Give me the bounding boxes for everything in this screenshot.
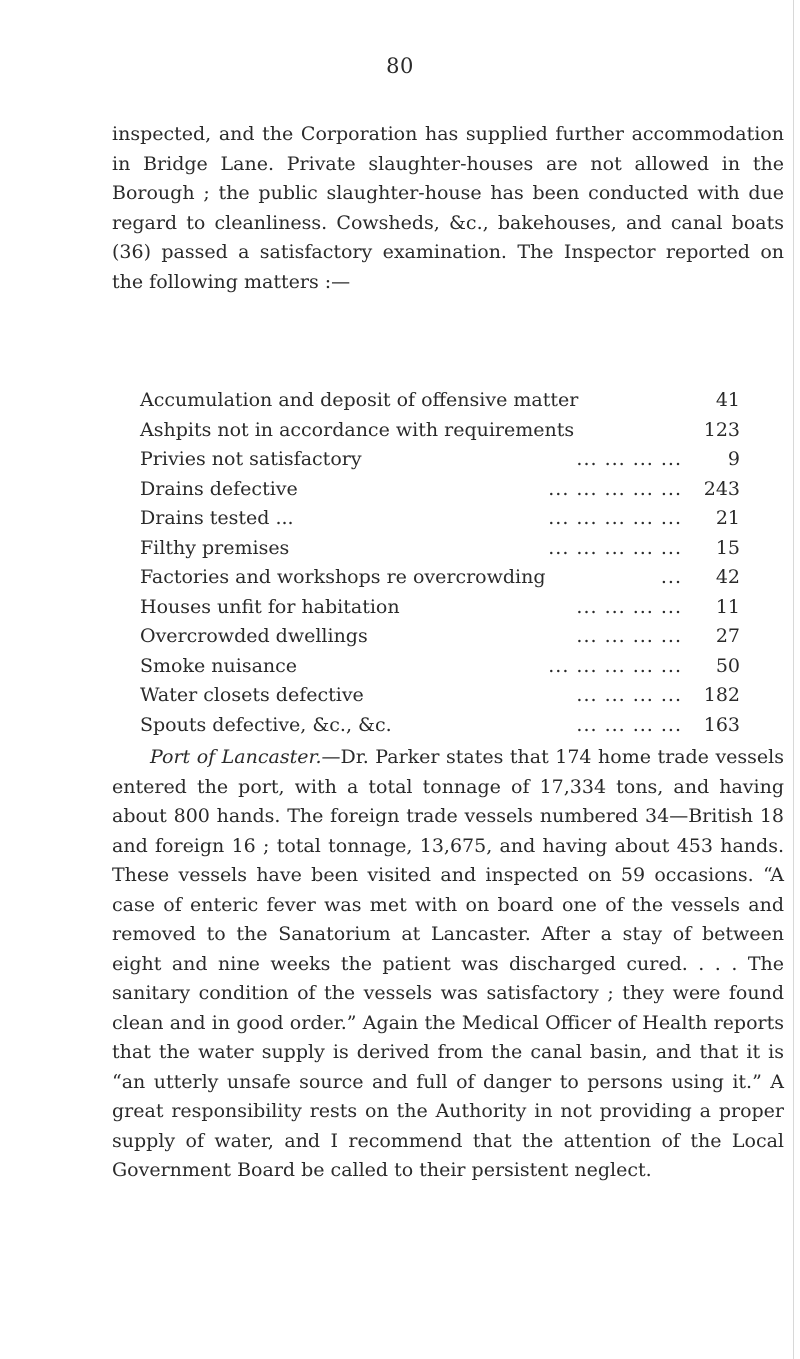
list-item <box>140 566 740 596</box>
paragraph-port-of-lancaster <box>112 743 784 1186</box>
item-leader: ... ... ... ... <box>576 595 682 618</box>
item-leader: ... ... ... ... ... <box>548 477 682 500</box>
item-count: 15 <box>715 536 740 559</box>
list-item <box>140 714 740 744</box>
item-label: Accumulation and deposit of offensive matter <box>140 389 579 411</box>
item-leader: ... ... ... ... ... <box>548 654 682 677</box>
page-number: 80 <box>386 54 414 78</box>
item-leader: ... ... ... ... <box>576 684 682 706</box>
list-item <box>140 478 740 508</box>
item-label: Drains tested ... <box>140 507 294 529</box>
item-label: Overcrowded dwellings <box>140 625 368 647</box>
item-label: Spouts defective, &c., &c. <box>140 713 392 736</box>
item-count: 27 <box>715 625 740 647</box>
item-count: 243 <box>703 477 740 500</box>
item-label: Factories and workshops re overcrowding <box>140 566 546 588</box>
list-item <box>140 389 740 419</box>
list-item <box>140 684 740 714</box>
item-count: 42 <box>715 566 740 588</box>
item-label: Drains defective <box>140 477 298 500</box>
inspector-matters-list <box>140 389 740 743</box>
item-count: 9 <box>727 448 740 470</box>
list-item <box>140 655 740 685</box>
paragraph-inspection: inspected, and the Corporation has supplied further accommodation in Bridge Lane. Private slaughter-houses are not allowed in the Borough ; the public slaughter-house has been conducted with due regard to cleanliness. Cowsheds, &c., bakehouses, and canal boats (36) passed a satisfactory examination. The Inspector reported on the following matters :— <box>112 123 784 293</box>
item-label: Privies not satisfactory <box>140 448 362 470</box>
item-count: 21 <box>715 507 740 529</box>
list-item <box>140 419 740 449</box>
item-count: 50 <box>715 654 740 677</box>
list-item <box>140 537 740 567</box>
item-label: Houses unfit for habitation <box>140 595 400 618</box>
list-item <box>140 625 740 655</box>
page-edge-rule <box>793 0 794 1359</box>
paragraph-body: —Dr. Parker states that 174 home trade vessels entered the port, with a total tonnage of 17,334 tons, and having about 800 hands. The foreign trade vessels numbered 34—British 18 and foreign 16 ; total tonnage, 13,675, and having about 453 hands. These vessels have been visited and inspected on 59 occasions. “A case of enteric fever was met with on board one of the vessels and removed to the Sanatorium at Lancaster. After a stay of between eight and nine weeks the patient was discharged cured. . . . The sanitary condition of the vessels was satisfactory ; they were found clean and in good order.” Again the Medical Officer of Health reports that the water supply is derived from the canal basin, and that it is “an utterly unsafe source and full of danger to persons using it.” A great responsibility rests on the Authority in not providing a proper supply of water, and I recommend that the attention of the Local Government Board be called to their persistent neglect. <box>112 746 785 1181</box>
list-item <box>140 448 740 478</box>
item-label: Ashpits not in accordance with requirements <box>140 418 575 441</box>
item-count: 123 <box>703 418 740 441</box>
item-leader: ... ... ... ... <box>576 448 682 470</box>
item-label: Water closets defective <box>140 684 364 706</box>
item-leader: ... ... ... ... <box>576 713 682 736</box>
list-item <box>140 596 740 626</box>
item-leader: ... <box>660 566 682 588</box>
item-count: 41 <box>715 389 740 411</box>
list-item <box>140 507 740 537</box>
item-label: Smoke nuisance <box>140 654 298 677</box>
item-leader: ... ... ... ... <box>576 625 682 647</box>
section-heading-italic: Port of Lancaster. <box>150 746 322 768</box>
item-label: Filthy premises <box>140 536 290 559</box>
item-count: 163 <box>703 713 740 736</box>
item-count: 182 <box>703 684 740 706</box>
item-count: 11 <box>715 595 740 618</box>
item-leader: ... ... ... ... ... <box>548 507 682 529</box>
item-leader: ... ... ... ... ... <box>548 536 682 559</box>
